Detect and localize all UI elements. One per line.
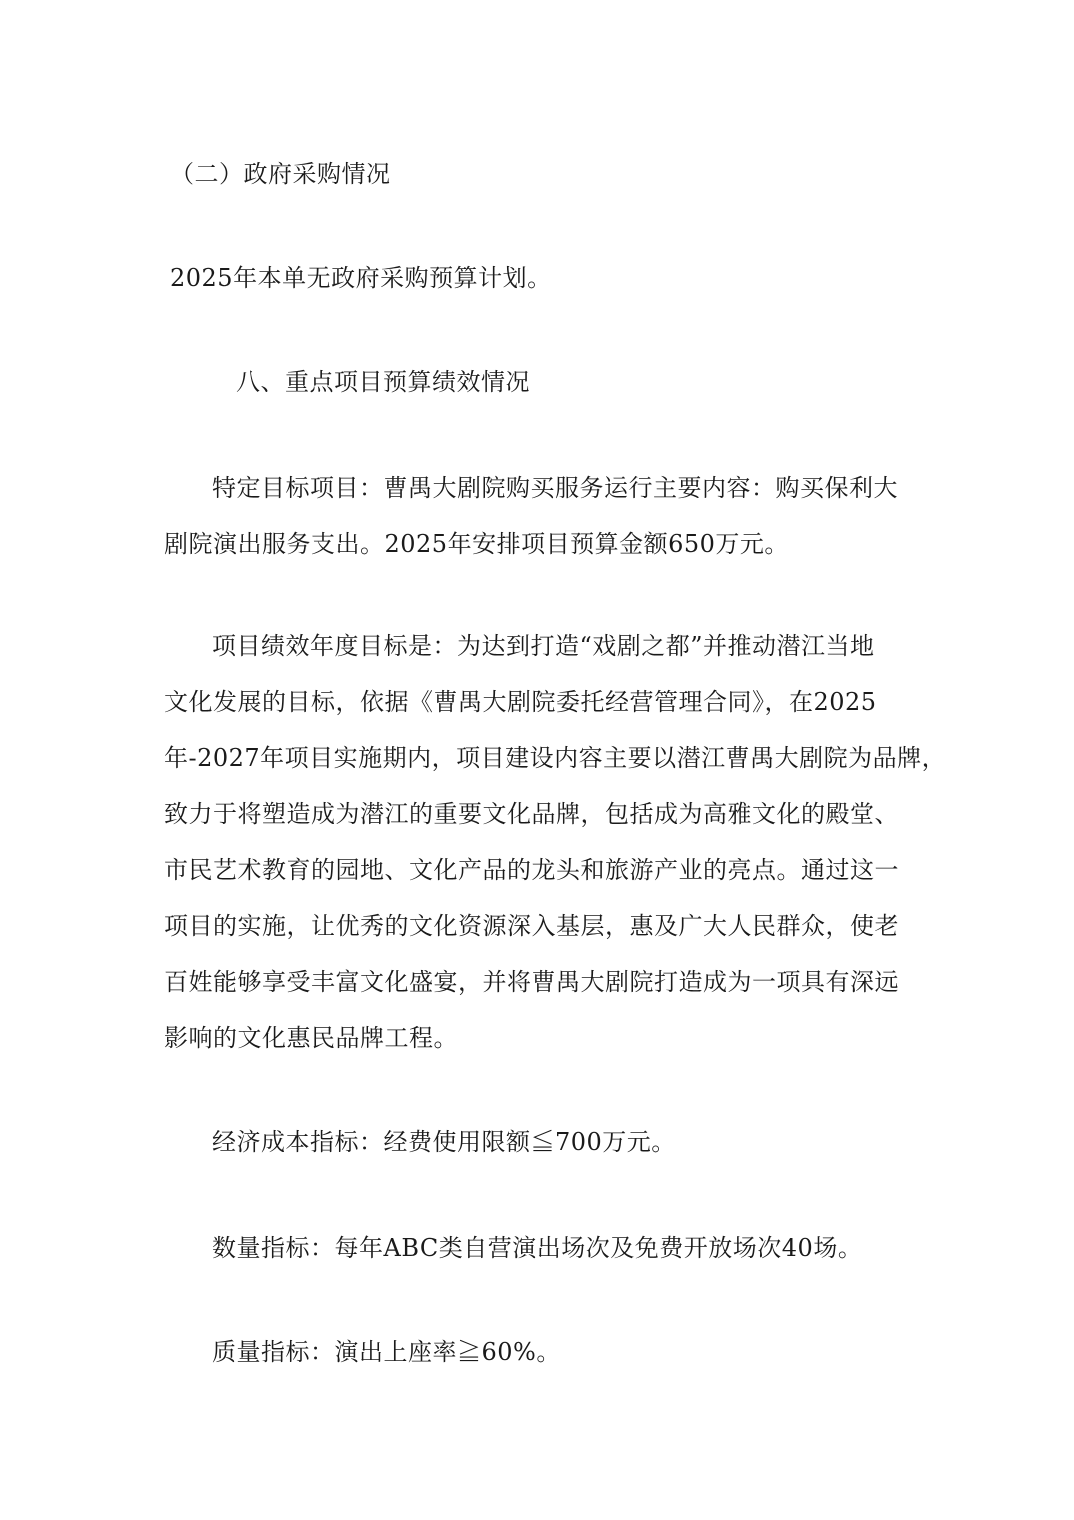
- goal-line-7: 百姓能够享受丰富文化盛宴，并将曹禺大剧院打造成为一项具有深远: [164, 968, 899, 996]
- goal-line-3: 年-2027年项目实施期内，项目建设内容主要以潜江曹禺大剧院为品牌，: [164, 744, 947, 772]
- project-line-1: 特定目标项目：曹禺大剧院购买服务运行主要内容：购买保利大: [212, 474, 898, 502]
- project-line-2: 剧院演出服务支出。2025年安排项目预算金额650万元。: [164, 530, 789, 558]
- procurement-body: 2025年本单无政府采购预算计划。: [170, 264, 552, 292]
- goal-line-5: 市民艺术教育的园地、文化产品的龙头和旅游产业的亮点。通过这一: [164, 856, 899, 884]
- goal-line-2: 文化发展的目标，依据《曹禺大剧院委托经营管理合同》，在2025: [164, 688, 877, 716]
- procurement-heading: （二）政府采购情况: [170, 160, 391, 188]
- quantity-indicator: 数量指标：每年ABC类自营演出场次及免费开放场次40场。: [212, 1234, 863, 1262]
- section-eight-heading: 八、重点项目预算绩效情况: [236, 368, 530, 396]
- goal-line-4: 致力于将塑造成为潜江的重要文化品牌，包括成为高雅文化的殿堂、: [164, 800, 899, 828]
- goal-line-1: 项目绩效年度目标是：为达到打造“戏剧之都”并推动潜江当地: [212, 632, 875, 660]
- quality-indicator: 质量指标：演出上座率≧60%。: [212, 1338, 561, 1366]
- goal-line-6: 项目的实施，让优秀的文化资源深入基层，惠及广大人民群众，使老: [164, 912, 899, 940]
- goal-line-8: 影响的文化惠民品牌工程。: [164, 1024, 458, 1052]
- cost-indicator: 经济成本指标：经费使用限额≦700万元。: [212, 1128, 676, 1156]
